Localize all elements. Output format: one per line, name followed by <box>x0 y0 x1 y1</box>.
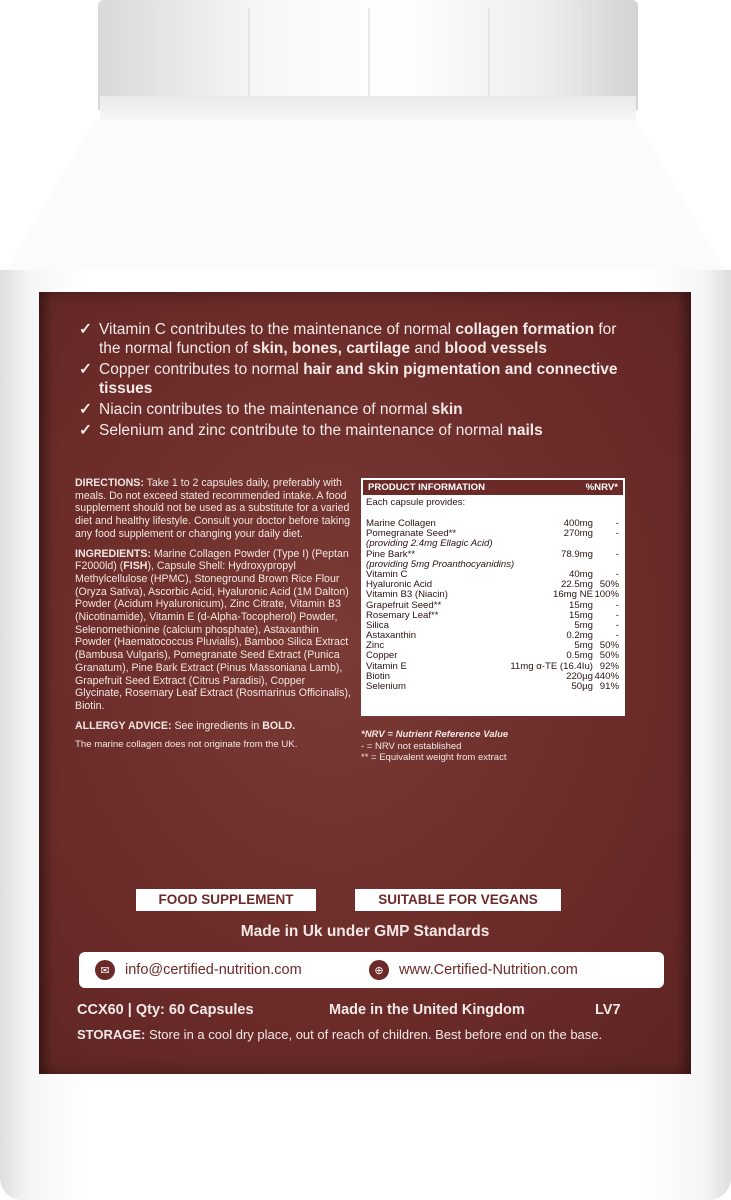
ingredients-text: Marine Collagen Powder (Type I) (Peptan F2000ld) ( <box>75 547 349 573</box>
table-cell-amount: 50µg <box>571 681 593 692</box>
benefit-text: Niacin contributes to the maintenance of normal <box>99 401 432 418</box>
ingredients-label: INGREDIENTS: <box>75 547 151 560</box>
table-cell-nutrient: Hyaluronic Acid <box>366 579 433 591</box>
table-cell-nutrient: Biotin <box>366 670 390 682</box>
vegan-badge: SUITABLE FOR VEGANS <box>355 889 561 911</box>
table-cell-amount: 5mg <box>574 619 593 631</box>
table-cell-amount: 5mg <box>574 640 593 652</box>
table-cell-amount: 78.9mg <box>561 548 593 560</box>
table-cell-nutrient: (providing 2.4mg Ellagic Acid) <box>366 538 493 550</box>
table-cell-nutrient: Astaxanthin <box>366 630 417 642</box>
allergy-label: ALLERGY ADVICE: <box>75 719 172 732</box>
benefit-text: Copper contributes to normal <box>99 361 304 378</box>
cap-rib <box>158 8 160 96</box>
table-cell-amount: 16mg NE <box>553 589 593 601</box>
directions <box>75 477 351 541</box>
food-supplement-badge: FOOD SUPPLEMENT <box>136 889 316 911</box>
directions-label: DIRECTIONS: <box>75 477 144 489</box>
ingredients-allergen: FISH <box>123 560 148 573</box>
origin-note: The marine collagen does not originate from the UK. <box>75 739 298 751</box>
table-cell-nutrient: (providing 5mg Proanthocyanidins) <box>366 558 515 570</box>
table-cell-amount: 0.2mg <box>566 630 593 642</box>
globe-icon: ⊕ <box>369 960 389 980</box>
table-cell-amount: 15mg <box>569 609 593 621</box>
lot-code: LV7 <box>595 1002 621 1018</box>
table-cell-nrv: - <box>615 630 619 642</box>
check-icon: ✓ <box>79 401 92 418</box>
table-cell-nrv: - <box>615 599 619 611</box>
table-cell-amount: 0.5mg <box>566 650 593 662</box>
table-cell-nrv: 100% <box>594 589 619 601</box>
table-cell-nrv: 440% <box>594 670 619 682</box>
label-shade <box>677 292 691 1074</box>
table-cell-amount: 220µg <box>566 670 593 682</box>
benefit-bold: nails <box>507 422 543 439</box>
benefit-text: Vitamin C contributes to the maintenance of normal <box>99 321 456 338</box>
cap-rib <box>368 8 370 96</box>
product-code-line <box>77 1002 677 1018</box>
table-cell-nutrient: Vitamin B3 (Niacin) <box>366 589 448 601</box>
table-cell-nrv: 50% <box>599 650 619 662</box>
storage-label: STORAGE: <box>77 1027 146 1042</box>
table-cell-amount: 400mg <box>563 518 593 529</box>
bottle-cap <box>98 0 638 110</box>
table-cell-nutrient: Grapefruit Seed** <box>366 599 442 611</box>
check-icon: ✓ <box>79 422 92 439</box>
table-cell-nutrient: Marine Collagen <box>366 518 436 529</box>
benefit-bold: blood vessels <box>444 340 548 357</box>
benefits-list <box>79 320 639 442</box>
cap-rib <box>578 8 580 96</box>
table-cell-amount: 22.5mg <box>561 579 593 591</box>
table-cell-nutrient: Zinc <box>366 640 385 652</box>
table-cell-amount: 11mg α-TE (16.4Iu) <box>510 660 593 672</box>
directions-text: Take 1 to 2 capsules daily, preferably with meals. Do not exceed stated recommended intake. A food supplement should not be used as a substitute for a varied diet and healthy lifestyle. Consult your doctor before taking any food supplement or changing your daily diet. <box>75 477 351 540</box>
website-text: www.Certified-Nutrition.com <box>399 962 578 978</box>
table-header-nrv: %NRV* <box>585 482 618 493</box>
made-in-uk: Made in the United Kingdom <box>329 1002 525 1018</box>
table-cell-nutrient: Silica <box>366 619 389 631</box>
note-equivalent: ** = Equivalent weight from extract <box>361 752 507 763</box>
table-header-title: PRODUCT INFORMATION <box>368 482 486 493</box>
envelope-icon: ✉ <box>95 960 115 980</box>
table-cell-nrv: - <box>615 619 619 631</box>
table-cell-amount: 15mg <box>569 599 593 611</box>
benefit-bold: collagen formation <box>455 321 595 338</box>
table-cell-nrv: - <box>615 609 619 621</box>
ingredients-text: ), Capsule Shell: Hydroxypropyl Methylcellulose (HPMC), Stoneground Brown Rice Flour (Oryza Sativa), Ascorbic Acid, Hyaluronic Acid (1M Dalton) Powder (Acidum Hyaluronicum), Zinc Citrate, Vitamin B3 (Nicotinamide), Vitamin E (d-Alpha-Tocopherol) Powder, Selenomethionine (calcium phosphate), Astaxanthin Powder (Haematococcus Pluvialis), Bamboo Silica Extract (Bambusa Vulgaris), Pomegranate Seed Extract (Punica Granatum), Pine Bark Extract (Pinus Massoniana Lamb), Grapefruit Seed Extract (Citrus Paradisi), Copper Glycinate, Rosemary Leaf Extract (Rosmarinus Officinalis), Biotin. <box>75 560 351 712</box>
storage-text: Store in a cool dry place, out of reach of children. Best before end on the base. <box>145 1027 603 1042</box>
ingredients <box>75 548 351 713</box>
table-cell-nutrient: Pine Bark** <box>366 548 416 560</box>
label-text-column <box>75 477 351 759</box>
table-cell-amount: 270mg <box>563 528 593 540</box>
benefit-text: and <box>410 340 445 357</box>
check-icon: ✓ <box>79 361 92 378</box>
table-header <box>363 480 623 495</box>
note-not-established: - = NRV not established <box>361 740 462 752</box>
benefit-bold: skin, bones, cartilage <box>252 340 411 357</box>
allergy-advice <box>75 720 351 733</box>
table-cell-nrv: 50% <box>599 640 619 652</box>
benefit-item <box>79 360 639 398</box>
contact-bar <box>79 952 664 988</box>
benefit-bold: hair and skin pigmentation and connective tissues <box>99 361 618 397</box>
table-cell-amount: 40mg <box>569 568 593 580</box>
table-cell-nrv: - <box>615 568 619 580</box>
table-cell-nutrient: Copper <box>366 650 398 662</box>
benefit-bold: skin <box>431 401 463 418</box>
table-cell-nrv: - <box>615 548 619 560</box>
table-cell-nrv: 91% <box>599 681 619 692</box>
table-cell-nutrient: Vitamin C <box>366 568 408 580</box>
benefit-item <box>79 400 639 419</box>
benefit-item <box>79 320 639 358</box>
table-cell-nutrient: Pomegranate Seed** <box>366 528 457 540</box>
check-icon: ✓ <box>79 321 92 338</box>
website-link[interactable] <box>369 952 578 988</box>
cap-rib <box>488 8 490 96</box>
table-cell-nutrient: Selenium <box>366 681 406 692</box>
product-code: CCX60 | Qty: 60 Capsules <box>77 1002 254 1018</box>
table-row <box>361 590 625 600</box>
table-row <box>361 682 625 692</box>
allergy-text: See ingredients in <box>171 719 263 732</box>
allergy-bold: BOLD. <box>262 719 296 732</box>
table-cell-nutrient: Vitamin E <box>366 660 407 672</box>
benefit-item <box>79 421 639 440</box>
note-nrv: *NRV = Nutrient Reference Value <box>361 729 509 740</box>
gmp-statement: Made in Uk under GMP Standards <box>240 923 490 940</box>
product-label <box>39 292 691 1074</box>
label-shade <box>39 292 53 1074</box>
benefit-text: Selenium and zinc contribute to the maintenance of normal <box>99 422 508 439</box>
email-text: info@certified-nutrition.com <box>125 962 302 978</box>
table-cell-nrv: 50% <box>599 579 619 591</box>
table-notes <box>361 729 625 764</box>
table-rows <box>361 519 625 692</box>
bottle-shoulder <box>0 120 731 280</box>
email-link[interactable] <box>95 952 302 988</box>
table-cell-nrv: - <box>615 528 619 540</box>
table-cell-nutrient: Rosemary Leaf** <box>366 609 439 621</box>
storage-instructions <box>77 1026 677 1043</box>
product-information-table <box>361 478 625 716</box>
table-intro: Each capsule provides: <box>366 497 466 508</box>
table-cell-nrv: - <box>615 518 619 529</box>
table-cell-nrv: 92% <box>599 660 619 672</box>
cap-rib <box>248 8 250 96</box>
benefit-text: for the normal function of <box>99 321 617 357</box>
